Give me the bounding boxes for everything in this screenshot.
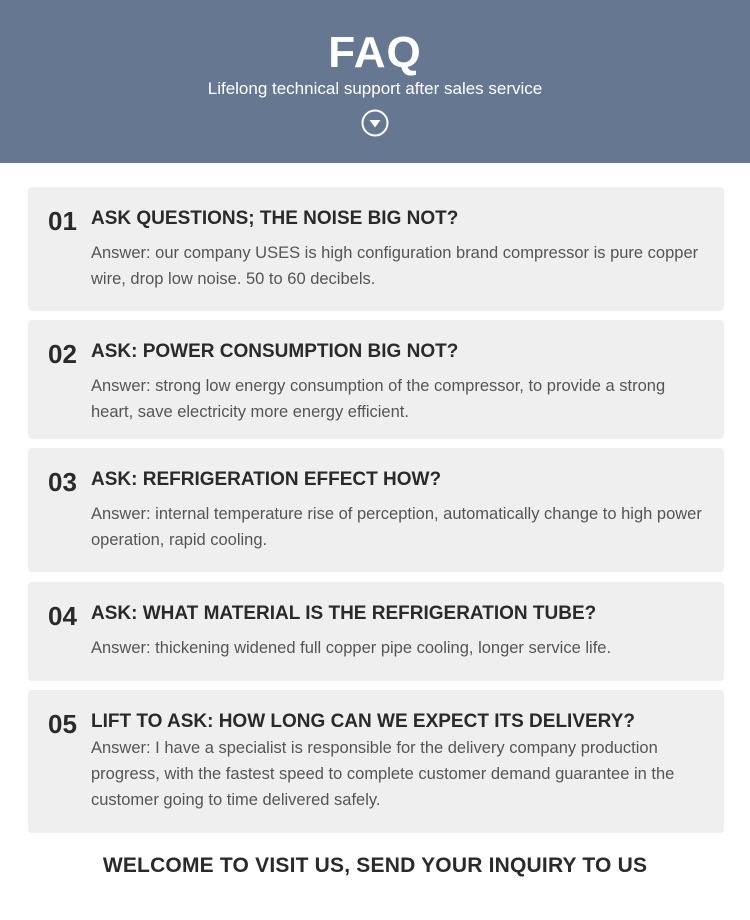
faq-answer: Answer: strong low energy consumption of the compressor, to provide a strong heart, save electricity more energy efficient. <box>91 377 666 421</box>
inquiry-call-to-action: WELCOME TO VISIT US, SEND YOUR INQUIRY TO US <box>102 854 648 877</box>
faq-question: ASK: REFRIGERATION EFFECT HOW? <box>91 469 442 490</box>
faq-question: ASK: WHAT MATERIAL IS THE REFRIGERATION TUBE? <box>91 603 597 624</box>
faq-item-02 <box>28 320 724 439</box>
faq-answer: Answer: I have a specialist is responsible for the delivery company production progress, with the fastest speed to complete customer demand guarantee in the customer going to time delivered safely. <box>91 739 675 809</box>
faq-question: LIFT TO ASK: HOW LONG CAN WE EXPECT ITS DELIVERY? <box>91 711 635 732</box>
faq-number: 03 <box>48 467 77 497</box>
faq-item-04 <box>28 582 724 681</box>
faq-header <box>0 0 750 163</box>
faq-number: 02 <box>48 339 77 369</box>
faq-answer: Answer: thickening widened full copper pipe cooling, longer service life. <box>91 639 612 657</box>
faq-number: 04 <box>48 601 77 631</box>
page-subtitle: Lifelong technical support after sales service <box>207 79 543 98</box>
page-title: FAQ <box>328 28 422 77</box>
faq-question: ASK: POWER CONSUMPTION BIG NOT? <box>91 341 459 362</box>
faq-answer: Answer: our company USES is high configuration brand compressor is pure copper wire, drop low noise. 50 to 60 decibels. <box>91 244 699 288</box>
faq-number: 01 <box>48 206 77 236</box>
faq-item-03 <box>28 448 724 572</box>
faq-item-05 <box>28 690 724 833</box>
faq-item-01 <box>28 187 724 311</box>
faq-number: 05 <box>48 709 77 739</box>
faq-answer: Answer: internal temperature rise of perception, automatically change to high power operation, rapid cooling. <box>91 505 702 549</box>
chevron-down-circle-icon <box>361 109 389 137</box>
faq-question: ASK QUESTIONS; THE NOISE BIG NOT? <box>91 208 459 229</box>
